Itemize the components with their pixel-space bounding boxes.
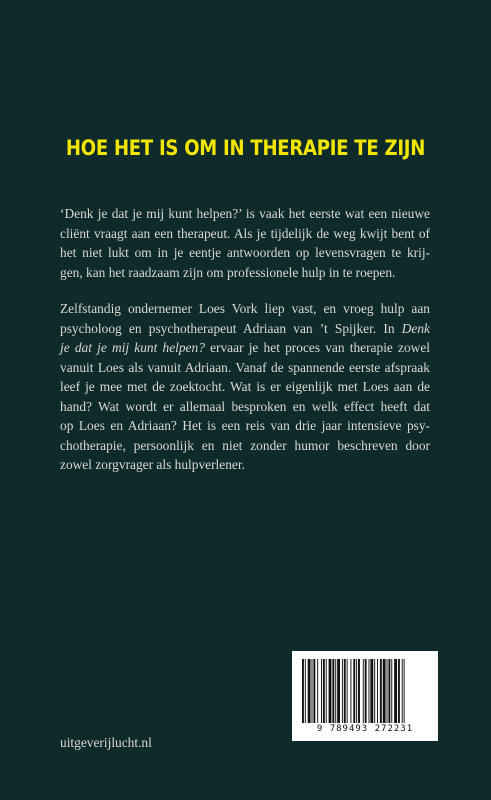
text-line: leef je mee met de zoektocht. Wat is er eigenlijk met Loes aan de bbox=[60, 379, 430, 394]
barcode-bar bbox=[358, 659, 360, 723]
text-line: chotherapie, persoonlijk en niet zonder humor beschreven door bbox=[60, 437, 430, 453]
barcode-bar bbox=[317, 659, 318, 723]
text-line: cliënt vraagt aan een therapeut. Als je tijdelijk de weg kwijt bent of bbox=[60, 225, 430, 241]
barcode-bar bbox=[308, 659, 311, 723]
barcode-bar bbox=[387, 659, 388, 723]
cover-headline: HOE HET IS OM IN THERAPIE TE ZIJN bbox=[65, 136, 426, 160]
text-line: gen, kan het raadzaam zijn om professionele hulp in te roepen. bbox=[60, 264, 396, 280]
barcode-bar bbox=[377, 659, 378, 723]
barcode-bar bbox=[321, 659, 322, 723]
barcode-bar bbox=[332, 659, 334, 723]
barcode-bar bbox=[326, 659, 327, 723]
barcode-bar bbox=[353, 659, 355, 723]
barcode-bar bbox=[370, 659, 373, 723]
book-title-italic: Denk bbox=[401, 320, 430, 336]
barcode-bars bbox=[302, 659, 428, 723]
barcode-bar bbox=[394, 659, 397, 723]
text-line: op Loes en Adriaan? Het is een reis van drie jaar intensieve psy- bbox=[60, 418, 430, 433]
barcode-bar bbox=[329, 659, 332, 723]
barcode-bar bbox=[337, 659, 340, 723]
barcode-bar bbox=[313, 659, 315, 723]
barcode-bar bbox=[388, 659, 390, 723]
text-segment: ervaar je het proces van therapie zowel bbox=[204, 340, 431, 355]
barcode-bar bbox=[305, 659, 306, 723]
text-line bbox=[60, 319, 430, 339]
text-line: Zelfstandig ondernemer Loes Vork liep vast, en vroeg hulp aan bbox=[60, 301, 430, 316]
text-line: zowel zorgvrager als hulpverlener. bbox=[60, 457, 245, 472]
book-title-italic: je dat je mij kunt helpen? bbox=[60, 340, 205, 355]
barcode-bar bbox=[302, 659, 304, 723]
barcode-bar bbox=[404, 659, 405, 723]
text-line: hand? Wat wordt er allemaal besproken en welk effect heeft dat bbox=[60, 398, 430, 414]
text-line: vanuit Loes als vanuit Adriaan. Vanaf de spannende eerste afspraak bbox=[60, 359, 430, 375]
publisher-url[interactable]: uitgeverijlucht.nl bbox=[60, 735, 152, 750]
barcode-bar bbox=[344, 659, 346, 723]
barcode-bar bbox=[350, 659, 351, 723]
barcode-bar bbox=[342, 659, 343, 723]
barcode-bar bbox=[365, 659, 367, 723]
barcode-bar bbox=[363, 659, 364, 723]
intro-paragraph bbox=[60, 204, 430, 282]
barcode-bar bbox=[312, 659, 313, 723]
barcode-bar bbox=[383, 659, 386, 723]
barcode-bar bbox=[369, 659, 370, 723]
barcode-bar bbox=[347, 659, 348, 723]
text-line bbox=[60, 338, 430, 358]
barcode-bar bbox=[398, 659, 400, 723]
barcode-bar bbox=[380, 659, 382, 723]
barcode-bar bbox=[323, 659, 325, 723]
description-paragraph bbox=[60, 299, 430, 475]
barcode-bar bbox=[374, 659, 375, 723]
text-segment: psycholoog en psychotherapeut Adriaan van ’t Spijker. In bbox=[60, 320, 395, 336]
barcode-bar bbox=[391, 659, 392, 723]
isbn-barcode bbox=[292, 651, 438, 741]
barcode-bar bbox=[402, 659, 403, 723]
text-line: het niet lukt om in je eentje antwoorden op levensvragen te krij- bbox=[60, 245, 430, 260]
isbn-digits: 9 789493 272231 bbox=[316, 724, 414, 734]
barcode-bar bbox=[356, 659, 357, 723]
text-line: ‘Denk je dat je mij kunt helpen?’ is vaak het eerste wat een nieuwe bbox=[60, 206, 430, 221]
barcode-bar bbox=[335, 659, 336, 723]
